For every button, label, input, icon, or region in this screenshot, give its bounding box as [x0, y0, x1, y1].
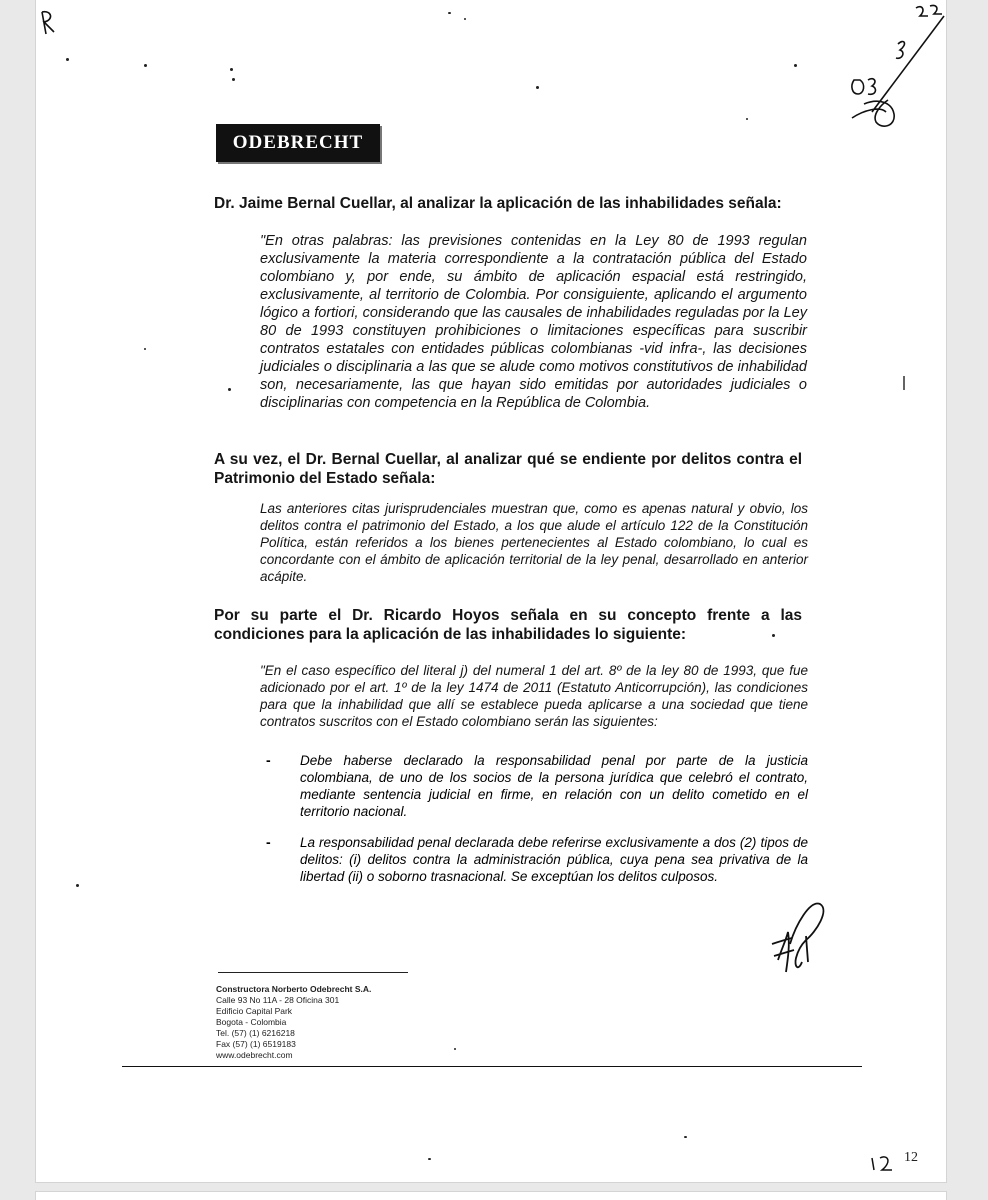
- bullet-text: Debe haberse declarado la responsabilidad penal por parte de la justicia colombiana, de uno de los socios de la persona jurídica que celebró el contrato, mediante sentencia judicial en firme, en relación con un delito cometido en el territorio nacional.: [300, 753, 808, 819]
- next-page-edge: [36, 1192, 946, 1200]
- bullet-text: La responsabilidad penal declarada debe referirse exclusivamente a dos (2) tipos de delitos: (i) delitos contra la administración pública, cuya pena sea privativa de la libertad (ii) o soborno trasnacional. Se exceptúan los delitos culposos.: [300, 835, 808, 884]
- quote-bernal-ley80: "En otras palabras: las previsiones contenidas en la Ley 80 de 1993 regulan exclusivamente la materia correspondiente a la contratación pública del Estado colombiano y, por ende, su ámbito de aplicación espacial está restringido, exclusivamente, al territorio de Colombia. Por consiguiente, aplicando el argumento lógico a fortiori, considerando que las causales de inhabilidades reguladas por la Ley 80 de 1993 constituyen prohibiciones o limitaciones específicas para suscribir contratos estatales con entidades públicas colombianas -vid infra-, las decisiones judiciales o disciplinaria a las que se alude como motivos constitutivos de inhabilidad son, necesariamente, las que hayan sido emitidas por autoridades judiciales o disciplinarias con competencia en la República de Colombia.: [260, 233, 807, 411]
- footer-web: www.odebrecht.com: [216, 1050, 293, 1060]
- scan-speck: [746, 118, 748, 120]
- paragraph-bernal-intro: Dr. Jaime Bernal Cuellar, al analizar la aplicación de las inhabilidades señala:: [214, 195, 782, 212]
- handwritten-marks: [36, 0, 946, 1182]
- footer-fax: Fax (57) (1) 6519183: [216, 1039, 296, 1049]
- scan-speck: [66, 58, 69, 61]
- footer-tel: Tel. (57) (1) 6216218: [216, 1028, 295, 1038]
- scan-speck: [428, 1158, 431, 1160]
- footer-baseline: [122, 1066, 862, 1067]
- footer-address: Calle 93 No 11A - 28 Oficina 301: [216, 995, 340, 1005]
- scan-speck: [144, 64, 147, 67]
- bullet-dash: -: [266, 752, 271, 768]
- scan-speck: [232, 78, 235, 81]
- scan-speck: [228, 388, 231, 391]
- footer-city: Bogota - Colombia: [216, 1017, 287, 1027]
- top-right-annotation: [852, 5, 944, 126]
- quote-jurisprudencia: Las anteriores citas jurisprudenciales muestran que, como es apenas natural y obvio, los delitos contra el patrimonio del Estado, a los que alude el artículo 122 de la Constitución Política, están referidos a los bienes pertenecientes al Estado colombiano, lo cual es concordante con el ámbito de aplicación territorial de la ley penal, desarrollado en anterior acápite.: [260, 501, 808, 584]
- page-number: 12: [904, 1150, 918, 1165]
- scan-speck: [536, 86, 539, 89]
- paragraph-bernal-patrimonio: A su vez, el Dr. Bernal Cuellar, al analizar qué se endiente por delitos contra el Patrimonio del Estado señala:: [214, 451, 802, 487]
- scan-speck: [464, 18, 466, 20]
- odebrecht-logo: ODEBRECHT: [216, 124, 380, 162]
- scan-speck: [230, 68, 233, 71]
- footer-building: Edificio Capital Park: [216, 1006, 293, 1016]
- footer-company: Constructora Norberto Odebrecht S.A.: [216, 984, 372, 994]
- corner-initial-mark: [42, 12, 54, 34]
- bullet-dash: -: [266, 834, 271, 850]
- quote-literal-j: "En el caso específico del literal j) del numeral 1 del art. 8º de la ley 80 de 1993, que fue adicionado por el art. 1º de la ley 1474 de 2011 (Estatuto Anticorrupción), las condiciones para que la inhabilidad que allí se establece pueda aplicarse a una sociedad que tiene contratos suscritos con el Estado colombiano serán las siguientes:: [260, 663, 808, 729]
- page-mark-handwritten: [872, 1157, 892, 1170]
- footer-divider: [218, 972, 408, 973]
- paragraph-hoyos-intro: Por su parte el Dr. Ricardo Hoyos señala en su concepto frente a las condiciones para la aplicación de las inhabilidades lo siguiente:: [214, 607, 802, 643]
- scan-speck: [448, 12, 451, 14]
- signature-mark: [772, 904, 823, 972]
- scan-speck: [684, 1136, 687, 1138]
- footer-address-block: [216, 984, 476, 1061]
- scan-speck: [794, 64, 797, 67]
- scan-speck: [76, 884, 79, 887]
- document-page: [36, 0, 946, 1182]
- scan-speck: [144, 348, 146, 350]
